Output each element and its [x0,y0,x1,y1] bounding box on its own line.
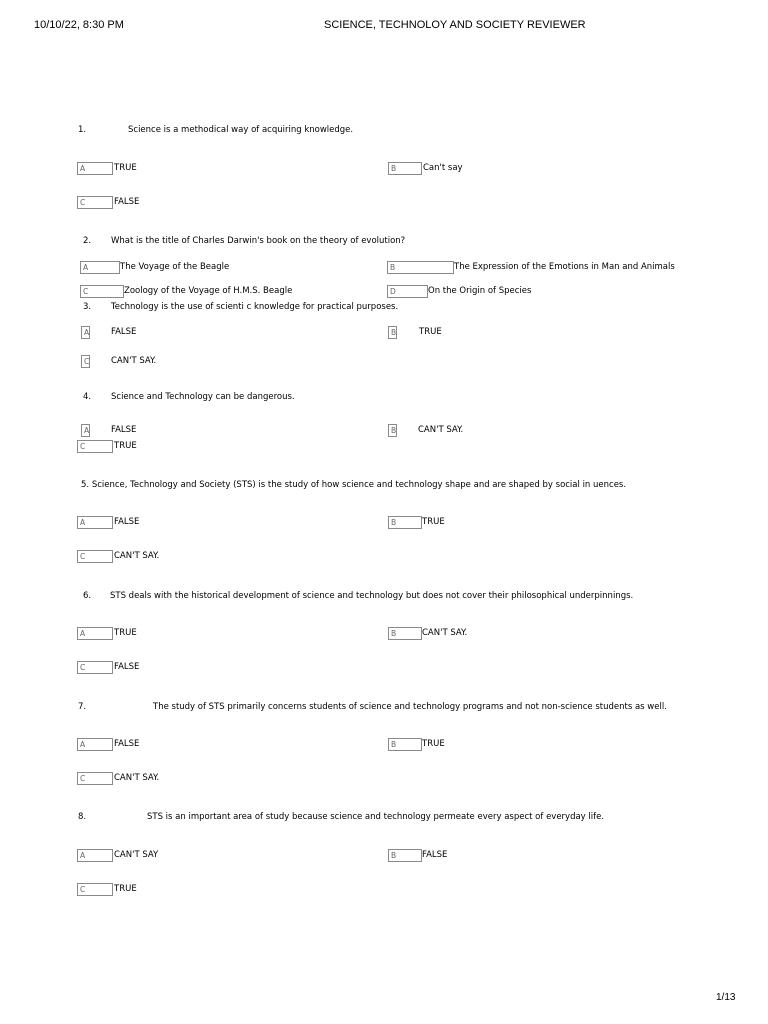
option-letter-box[interactable]: B [388,516,422,529]
question-text: STS deals with the historical development of science and technology but does not cover their philosophical underpinnings. [110,591,634,601]
option-text: TRUE [422,739,445,749]
option-text: FALSE [422,850,448,860]
question-text: The study of STS primarily concerns students of science and technology programs and not non-science students as well. [153,702,667,712]
option-text: FALSE [114,197,140,207]
option-text: CAN'T SAY [114,850,159,860]
option-letter-box[interactable]: D [387,285,428,298]
option-letter-box[interactable]: C [77,883,113,896]
option-text: FALSE [114,739,140,749]
option-text: TRUE [419,327,442,337]
question-number: 8. [78,812,87,822]
page-number: 1/13 [716,992,736,1003]
option-letter-box[interactable]: C [77,661,113,674]
option-letter-box[interactable]: B [388,326,397,339]
question-text [81,480,626,490]
option-text: Zoology of the Voyage of H.M.S. Beagle [124,286,293,296]
question-body: Science, Technology and Society (STS) is the study of how science and technology shape and are shaped by social in uences. [91,480,627,490]
question-number: 3. [83,302,92,312]
option-letter-box[interactable]: C [77,772,113,785]
option-letter-box[interactable]: A [77,516,113,529]
question-number: 6. [83,591,92,601]
option-letter-box[interactable]: B [388,162,422,175]
option-letter-box[interactable]: C [77,550,113,563]
option-letter-box[interactable]: C [80,285,124,298]
option-letter-box[interactable]: A [77,162,113,175]
option-text: Can't say [423,163,463,173]
question-text: Science is a methodical way of acquiring knowledge. [128,125,354,135]
option-letter-box[interactable]: A [81,326,90,339]
option-letter-box[interactable]: B [388,424,397,437]
option-text: TRUE [114,884,137,894]
option-letter-box[interactable]: A [80,261,120,274]
option-text: CAN'T SAY. [422,628,468,638]
question-number: 4. [83,392,92,402]
option-text: TRUE [114,163,137,173]
option-letter-box[interactable]: C [81,355,90,368]
option-text: FALSE [111,425,137,435]
option-text: The Voyage of the Beagle [120,262,230,272]
option-letter-box[interactable]: C [77,196,113,209]
question-text: What is the title of Charles Darwin's book on the theory of evolution? [111,236,406,246]
question-number: 7. [78,702,87,712]
question-number: 5. [81,480,90,490]
option-text: CAN'T SAY. [418,425,464,435]
option-letter-box[interactable]: B [388,738,422,751]
option-letter-box[interactable]: B [387,261,454,274]
option-text: CAN'T SAY. [114,773,160,783]
question-number: 2. [83,236,92,246]
question-text: Science and Technology can be dangerous. [111,392,295,402]
option-letter-box[interactable]: C [77,440,113,453]
option-text: CAN'T SAY. [111,356,157,366]
option-text: On the Origin of Species [428,286,532,296]
option-letter-box[interactable]: B [388,627,422,640]
question-text: Technology is the use of scienti c knowledge for practical purposes. [111,302,399,312]
option-letter-box[interactable]: A [77,849,113,862]
question-text: STS is an important area of study because science and technology permeate every aspect of everyday life. [147,812,605,822]
question-number: 1. [78,125,87,135]
option-text: TRUE [422,517,445,527]
option-text: FALSE [114,517,140,527]
option-text: CAN'T SAY. [114,551,160,561]
document-title: SCIENCE, TECHNOLOY AND SOCIETY REVIEWER [324,19,586,31]
option-text: TRUE [114,628,137,638]
print-datetime: 10/10/22, 8:30 PM [34,19,124,31]
option-letter-box[interactable]: A [81,424,90,437]
option-text: The Expression of the Emotions in Man and Animals [454,262,675,272]
option-text: FALSE [111,327,137,337]
option-letter-box[interactable]: A [77,738,113,751]
option-letter-box[interactable]: B [388,849,422,862]
option-text: FALSE [114,662,140,672]
option-letter-box[interactable]: A [77,627,113,640]
option-text: TRUE [114,441,137,451]
